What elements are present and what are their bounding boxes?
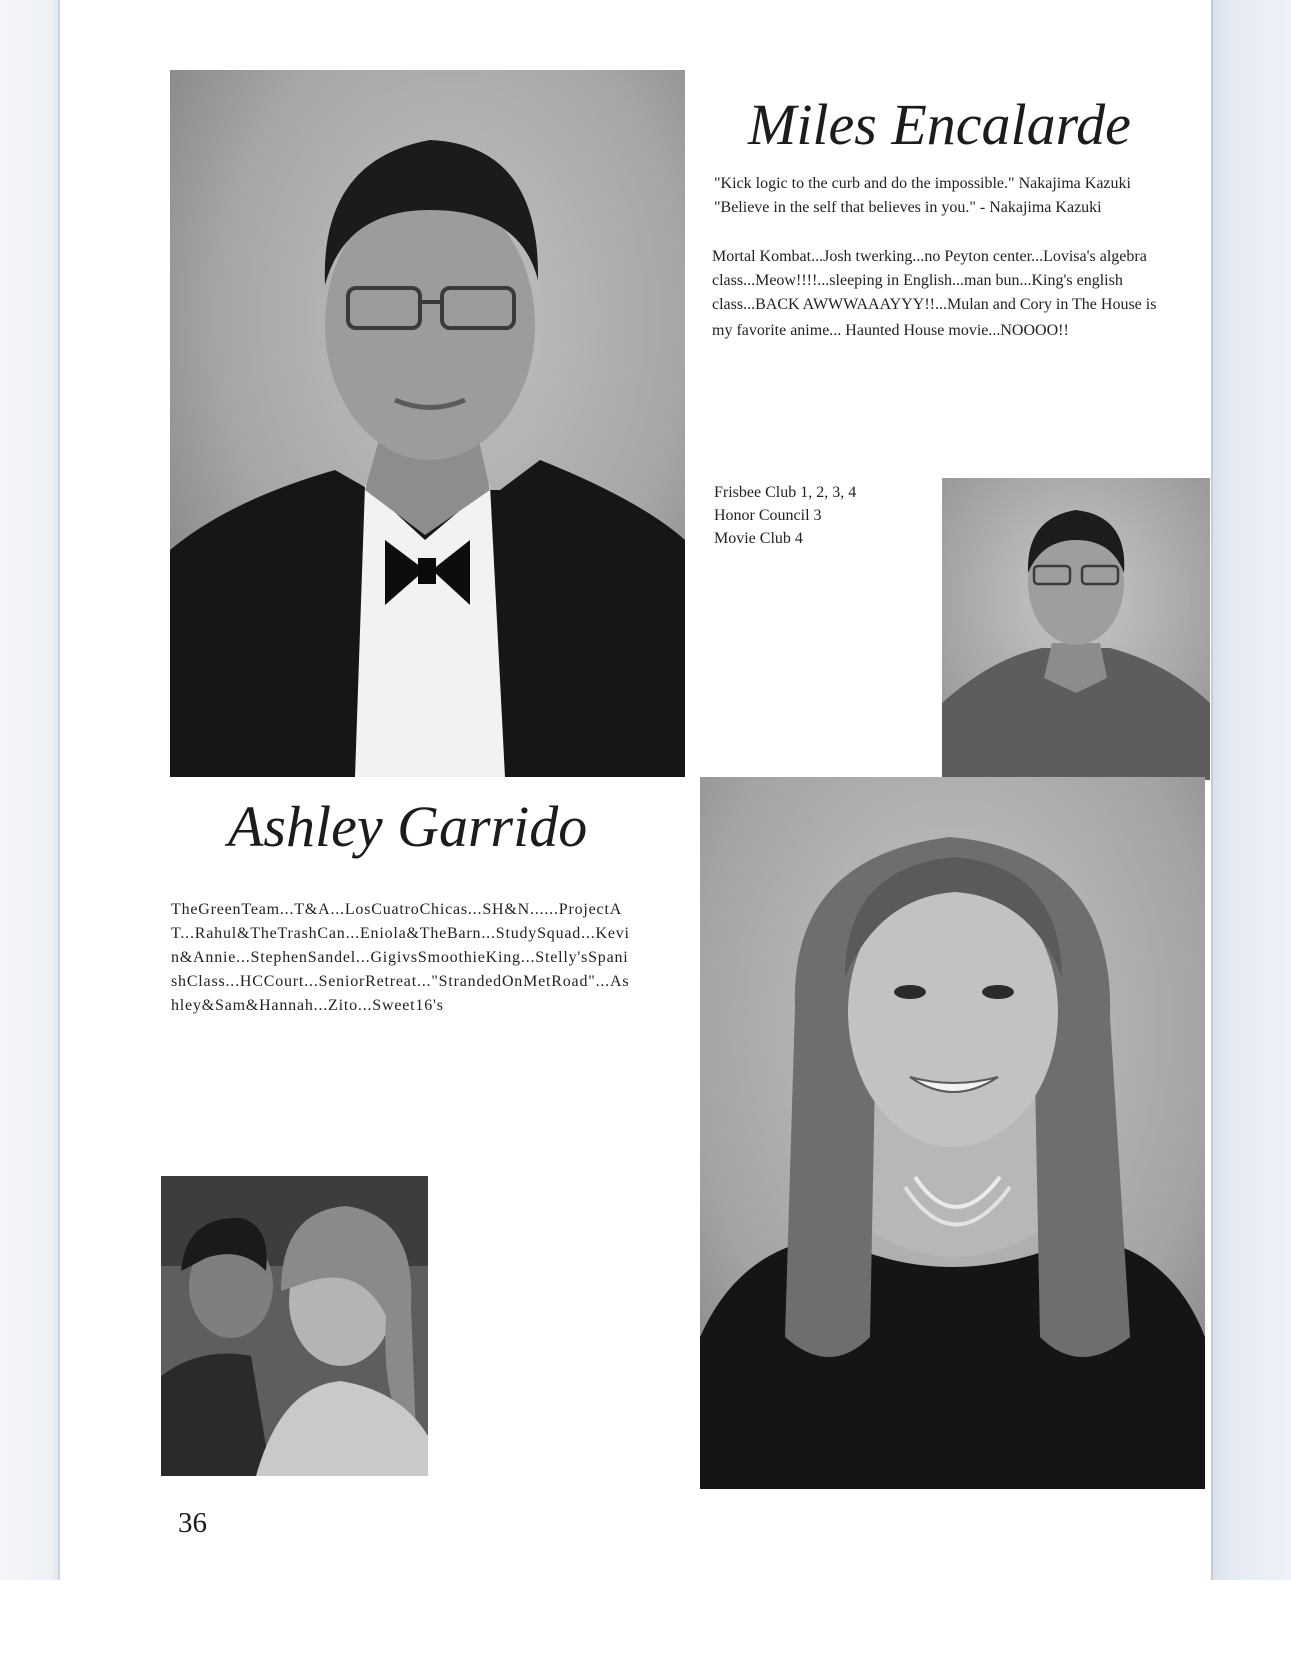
miles-formal-portrait-photo bbox=[170, 70, 685, 777]
miles-memories-line-1: Mortal Kombat...Josh twerking...no Peyton center...Lovisa's algebra bbox=[712, 248, 1147, 265]
miles-memories-line-4: my favorite anime... Haunted House movie...NOOOO!! bbox=[712, 322, 1069, 339]
miles-activity-2: Honor Council 3 bbox=[714, 507, 822, 524]
miles-memories-line-3: class...BACK AWWWAAAYYY!!...Mulan and Cory in The House is bbox=[712, 296, 1157, 313]
ashley-memories-line-4: shClass...HCCourt...SeniorRetreat..."StrandedOnMetRoad"...As bbox=[171, 973, 630, 990]
ashley-friends-candid-photo bbox=[161, 1176, 428, 1476]
page-number: 36 bbox=[178, 1507, 207, 1539]
ashley-memories-line-2: T...Rahul&TheTrashCan...Eniola&TheBarn...StudySquad...Kevi bbox=[171, 925, 630, 942]
miles-memories-line-2: class...Meow!!!!...sleeping in English...man bun...King's english bbox=[712, 272, 1123, 289]
miles-quote-1: "Kick logic to the curb and do the impossible." Nakajima Kazuki bbox=[714, 175, 1131, 192]
ashley-memories-line-3: n&Annie...StephenSandel...GigivsSmoothieKing...Stelly'sSpani bbox=[171, 949, 629, 966]
ashley-name: Ashley Garrido bbox=[228, 794, 588, 859]
ashley-memories-line-5: hley&Sam&Hannah...Zito...Sweet16's bbox=[171, 997, 444, 1014]
miles-casual-portrait-photo bbox=[942, 478, 1210, 780]
miles-activity-3: Movie Club 4 bbox=[714, 530, 803, 547]
ashley-formal-portrait-photo bbox=[700, 777, 1205, 1489]
miles-activity-1: Frisbee Club 1, 2, 3, 4 bbox=[714, 484, 857, 501]
scan-edge-right bbox=[1211, 0, 1291, 1580]
ashley-memories-line-1: TheGreenTeam...T&A...LosCuatroChicas...SH&N......ProjectA bbox=[171, 901, 623, 918]
miles-name: Miles Encalarde bbox=[748, 92, 1131, 157]
miles-quote-2: "Believe in the self that believes in you." - Nakajima Kazuki bbox=[714, 199, 1102, 216]
scan-edge-left bbox=[0, 0, 60, 1580]
